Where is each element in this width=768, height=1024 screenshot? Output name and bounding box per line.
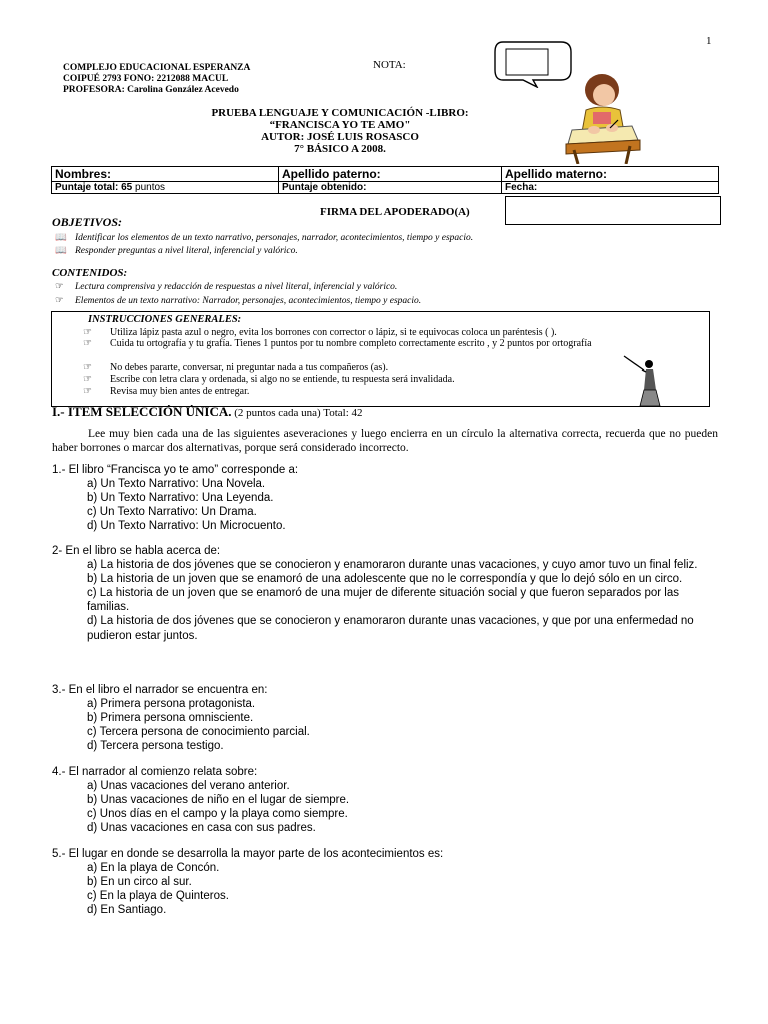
nombres-field[interactable]: Nombres: xyxy=(52,167,279,182)
section-points: (2 puntos cada una) Total: 42 xyxy=(231,407,363,419)
exam-title xyxy=(130,107,550,155)
answer-option-d[interactable]: d) En Santiago. xyxy=(87,904,167,917)
instruccion-item: ☞ Utiliza lápiz pasta azul o negro, evita los borrones con corrector o lápiz, si te equivocas coloca un paréntesis ( ). xyxy=(83,327,557,338)
answer-option-b[interactable]: b) Primera persona omnisciente. xyxy=(87,712,254,725)
contenido-item: ☞ Lectura comprensiva y redacción de respuestas a nivel literal, inferencial y valórico. xyxy=(55,282,398,292)
answer-option-b[interactable]: b) La historia de un joven que se enamoró de una adolescente que no le correspondía y que lo dejó sólo en un circo. xyxy=(87,573,683,586)
answer-option-a[interactable]: a) Unas vacaciones del verano anterior. xyxy=(87,780,290,793)
question-text: 3.- En el libro el narrador se encuentra en: xyxy=(52,684,268,696)
question-text: 2- En el libro se habla acerca de: xyxy=(52,545,221,557)
instruccion-item: ☞ Cuida tu ortografía y tu grafía. Tienes 1 puntos por tu nombre completo correctamente escrito , y 2 puntos por ortografía xyxy=(83,338,592,349)
instrucciones-heading: INSTRUCCIONES GENERALES: xyxy=(88,314,242,325)
school-header xyxy=(63,63,250,96)
answer-option-c[interactable]: c) En la playa de Quinteros. xyxy=(87,890,229,903)
nota-label: NOTA: xyxy=(373,59,406,71)
instruccion-item: ☞ No debes pararte, conversar, ni preguntar nada a tus compañeros (as). xyxy=(83,362,389,373)
school-name: COMPLEJO EDUCACIONAL ESPERANZA xyxy=(63,63,251,73)
answer-option-a[interactable]: a) En la playa de Concón. xyxy=(87,862,220,875)
pointing-hand-icon: ☞ xyxy=(83,362,92,373)
pointing-hand-icon: ☞ xyxy=(83,338,92,349)
instruccion-item: ☞ Revisa muy bien antes de entregar. xyxy=(83,386,250,397)
answer-option-a[interactable]: a) Un Texto Narrativo: Una Novela. xyxy=(87,478,266,491)
answer-option-c[interactable]: c) Un Texto Narrativo: Un Drama. xyxy=(87,506,257,519)
fecha-field[interactable]: Fecha: xyxy=(502,182,719,194)
title-line-3: AUTOR: JOSÉ LUIS ROSASCO xyxy=(261,131,419,143)
question-text: 4.- El narrador al comienzo relata sobre: xyxy=(52,766,258,778)
question-5 xyxy=(52,847,717,917)
objetivo-item: 📖 Identificar los elementos de un texto narrativo, personajes, narrador, acontecimientos, tiempo y espacio. xyxy=(55,233,474,243)
answer-option-a[interactable]: a) Primera persona protagonista. xyxy=(87,698,256,711)
puntaje-total-cell xyxy=(52,182,279,194)
question-2 xyxy=(52,544,717,643)
answer-option-b[interactable]: b) Un Texto Narrativo: Una Leyenda. xyxy=(87,492,274,505)
teacher-pointer-icon xyxy=(622,350,664,410)
pointing-hand-icon: ☞ xyxy=(55,296,64,306)
question-1 xyxy=(52,463,717,533)
title-line-4: 7° BÁSICO A 2008. xyxy=(294,143,386,155)
book-icon: 📖 xyxy=(55,233,67,243)
firma-apoderado-label: FIRMA DEL APODERADO(A) xyxy=(320,206,470,218)
answer-option-d[interactable]: d) Tercera persona testigo. xyxy=(87,740,224,753)
pointing-hand-icon: ☞ xyxy=(83,374,92,385)
student-writing-illustration-icon xyxy=(560,68,642,164)
question-4 xyxy=(52,765,717,835)
title-line-2: “FRANCISCA YO TE AMO" xyxy=(269,119,411,131)
pointing-hand-icon: ☞ xyxy=(83,386,92,397)
answer-option-b[interactable]: b) En un circo al sur. xyxy=(87,876,192,889)
answer-option-d[interactable]: d) Unas vacaciones en casa con sus padres. xyxy=(87,822,316,835)
apellido-materno-field[interactable]: Apellido materno: xyxy=(502,167,719,182)
answer-option-c[interactable]: c) La historia de un joven que se enamoró de una mujer de diferente situación social y que fueron separados por las familias. xyxy=(87,587,679,614)
book-icon: 📖 xyxy=(55,246,67,256)
puntaje-obtenido-field[interactable]: Puntaje obtenido: xyxy=(279,182,502,194)
title-line-1: PRUEBA LENGUAJE Y COMUNICACIÓN -LIBRO: xyxy=(211,107,469,119)
contenido-item: ☞ Elementos de un texto narrativo: Narrador, personajes, acontecimientos, tiempo y espacio. xyxy=(55,296,422,306)
objetivos-heading: OBJETIVOS: xyxy=(52,215,123,229)
puntaje-total-unit: puntos xyxy=(132,182,166,193)
section-instructions: Lee muy bien cada una de las siguientes aseveraciones y luego encierra en un círculo la alternativa correcta, recuerda que no pueden haber borrones o marcar dos alternativas, porque será considerado incorrecto. xyxy=(52,428,718,454)
school-address: COIPUÉ 2793 FONO: 2212088 MACUL xyxy=(63,74,229,84)
answer-option-b[interactable]: b) Unas vacaciones de niño en el lugar de siempre. xyxy=(87,794,350,807)
section-title: I.- ITEM SELECCIÓN ÚNICA. xyxy=(52,404,232,419)
section-heading xyxy=(52,404,363,420)
page-number: 1 xyxy=(706,35,712,47)
question-3 xyxy=(52,683,717,753)
answer-option-c[interactable]: c) Tercera persona de conocimiento parcial. xyxy=(87,726,310,739)
contenidos-heading: CONTENIDOS: xyxy=(52,267,128,279)
objetivo-item: 📖 Responder preguntas a nivel literal, inferencial y valórico. xyxy=(55,246,298,256)
puntaje-total-label: Puntaje total: 65 xyxy=(55,182,133,193)
firma-apoderado-box[interactable] xyxy=(505,196,721,225)
teacher-name: PROFESORA: Carolina González Acevedo xyxy=(63,85,239,95)
answer-option-d[interactable]: d) La historia de dos jóvenes que se conocieron y enamoraron durante unas vacaciones, y que por una enfermedad no pudieron estar juntos. xyxy=(87,615,694,642)
answer-option-a[interactable]: a) La historia de dos jóvenes que se conocieron y enamoraron durante unas vacaciones, y cuyo amor tuvo un final feliz. xyxy=(87,559,698,572)
question-text: 5.- El lugar en donde se desarrolla la mayor parte de los acontecimientos es: xyxy=(52,848,444,860)
pointing-hand-icon: ☞ xyxy=(83,327,92,338)
apellido-paterno-field[interactable]: Apellido paterno: xyxy=(279,167,502,182)
answer-option-c[interactable]: c) Unos días en el campo y la playa como siempre. xyxy=(87,808,348,821)
answer-option-d[interactable]: d) Un Texto Narrativo: Un Microcuento. xyxy=(87,520,286,533)
instruccion-item: ☞ Escribe con letra clara y ordenada, si algo no se entiende, tu respuesta será invalidada. xyxy=(83,374,455,385)
pointing-hand-icon: ☞ xyxy=(55,282,64,292)
student-info-table xyxy=(51,166,719,194)
question-text: 1.- El libro “Francisca yo te amo” corresponde a: xyxy=(52,464,299,476)
